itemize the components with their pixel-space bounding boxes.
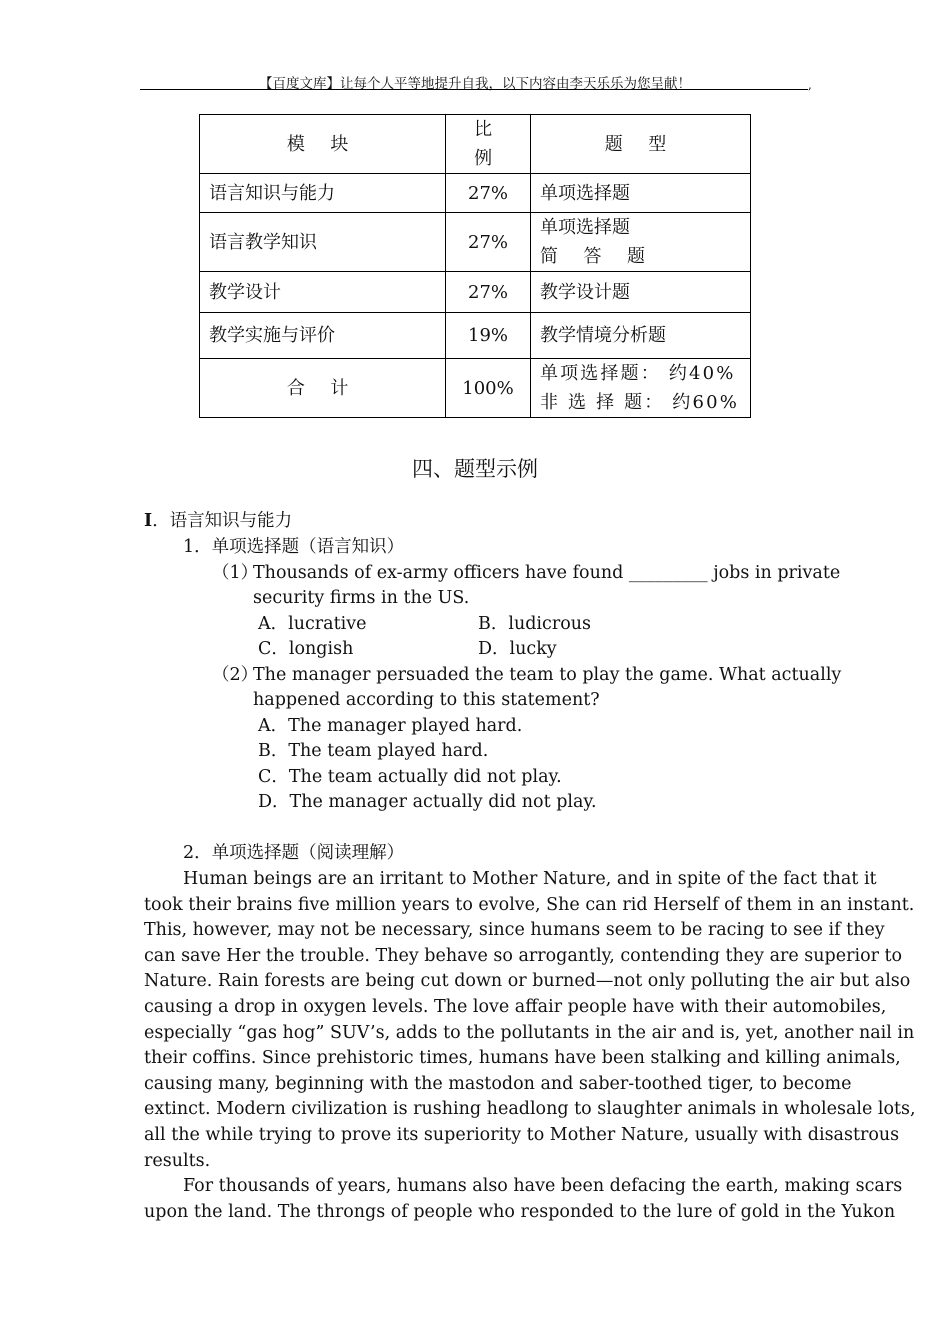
section-title: 四、题型示例 bbox=[412, 457, 538, 481]
type-line: 非 选 择 题： 约60% bbox=[539, 392, 739, 413]
paragraph-line: Human beings are an irritant to Mother Nature, and in spite of the fact that it bbox=[183, 869, 877, 889]
question-text-cont: happened according to this statement? bbox=[253, 690, 600, 710]
reading-paragraph bbox=[144, 867, 916, 1174]
table-header-row bbox=[200, 115, 751, 174]
table-row bbox=[200, 313, 751, 359]
option-a: A．lucrative bbox=[258, 614, 367, 634]
table-header-ratio: 比 例 bbox=[446, 115, 531, 174]
ratio-cell: 27% bbox=[446, 272, 531, 313]
document-header-banner: 【百度文库】让每个人平等地提升自我，以下内容由李天乐乐为您呈献！ bbox=[259, 76, 691, 92]
table-header-type: 题 型 bbox=[530, 115, 750, 174]
paragraph-line: especially “gas hog” SUV’s, adds to the pollutants in the air and is, yet, another nail in bbox=[144, 1022, 915, 1043]
option-d: D．The manager actually did not play. bbox=[258, 792, 597, 812]
paragraph-line: extinct. Modern civilization is rushing headlong to slaughter animals in wholesale lots, bbox=[144, 1099, 916, 1120]
header-mark: , bbox=[808, 78, 812, 92]
table-row bbox=[200, 174, 751, 213]
question-number: （1） bbox=[212, 563, 259, 583]
option-a: A．The manager played hard. bbox=[258, 716, 523, 736]
question-text: The manager persuaded the team to play the game. What actually bbox=[253, 665, 842, 685]
option-c: C．longish bbox=[258, 639, 354, 659]
option-b: B．The team played hard. bbox=[258, 741, 489, 761]
type-cell: 教学设计题 bbox=[530, 272, 750, 313]
question-text-cont: security firms in the US. bbox=[253, 588, 470, 608]
type-cell: 单项选择题 bbox=[530, 174, 750, 213]
paragraph-line: upon the land. The throngs of people who responded to the lure of gold in the Yukon bbox=[144, 1201, 896, 1222]
module-cell: 语言知识与能力 bbox=[200, 174, 446, 213]
ratio-cell: 27% bbox=[446, 213, 531, 272]
subsection-heading: 2．单项选择题（阅读理解） bbox=[183, 843, 405, 863]
question-number: （2） bbox=[212, 665, 259, 685]
type-line: 单项选择题 bbox=[539, 217, 630, 238]
paragraph-line: results. bbox=[144, 1150, 211, 1171]
total-label-cell: 合 计 bbox=[200, 359, 446, 418]
total-type-cell bbox=[530, 359, 750, 418]
exam-structure-table bbox=[199, 114, 751, 418]
type-line: 简 答 题 bbox=[539, 246, 655, 267]
ratio-cell: 19% bbox=[446, 313, 531, 359]
paragraph-line: can save Her the trouble. They behave so arrogantly, contending they are superior to bbox=[144, 945, 903, 966]
ratio-cell: 27% bbox=[446, 174, 531, 213]
option-d: D．lucky bbox=[478, 639, 557, 659]
type-cell: 教学情境分析题 bbox=[530, 313, 750, 359]
paragraph-line: For thousands of years, humans also have been defacing the earth, making scars bbox=[183, 1176, 903, 1196]
option-b: B．ludicrous bbox=[478, 614, 591, 634]
reading-paragraph bbox=[144, 1174, 903, 1225]
table-header-module: 模 块 bbox=[200, 115, 446, 174]
header-rule bbox=[140, 89, 808, 90]
table-row bbox=[200, 272, 751, 313]
subsection-heading: 1．单项选择题（语言知识） bbox=[183, 537, 405, 557]
part-heading-num: I bbox=[144, 511, 153, 531]
option-c: C．The team actually did not play. bbox=[258, 767, 562, 787]
table-row bbox=[200, 213, 751, 272]
paragraph-line: causing many, beginning with the mastodon and saber-toothed tiger, to become bbox=[144, 1073, 852, 1094]
paragraph-line: their coffins. Since prehistoric times, humans have been stalking and killing animals, bbox=[144, 1048, 901, 1069]
table-total-row bbox=[200, 359, 751, 418]
paragraph-line: Nature. Rain forests are being cut down or burned—not only polluting the air but also bbox=[144, 971, 911, 992]
paragraph-line: This, however, may not be necessary, since humans seem to be racing to see if they bbox=[144, 920, 885, 941]
type-line: 单项选择题： 约40% bbox=[539, 363, 736, 384]
part-heading bbox=[144, 509, 292, 535]
paragraph-line: all the while trying to prove its superiority to Mother Nature, usually with disastrous bbox=[144, 1124, 900, 1145]
total-ratio-cell: 100% bbox=[446, 359, 531, 418]
type-cell bbox=[530, 213, 750, 272]
module-cell: 语言教学知识 bbox=[200, 213, 446, 272]
module-cell: 教学设计 bbox=[200, 272, 446, 313]
paragraph-line: causing a drop in oxygen levels. The love affair people have with their automobiles, bbox=[144, 996, 887, 1017]
module-cell: 教学实施与评价 bbox=[200, 313, 446, 359]
question-text: Thousands of ex-army officers have found _________ jobs in private bbox=[253, 563, 841, 583]
paragraph-line: took their brains five million years to evolve, She can rid Herself of them in an instant. bbox=[144, 894, 915, 915]
part-heading-text: ．语言知识与能力 bbox=[152, 511, 293, 531]
